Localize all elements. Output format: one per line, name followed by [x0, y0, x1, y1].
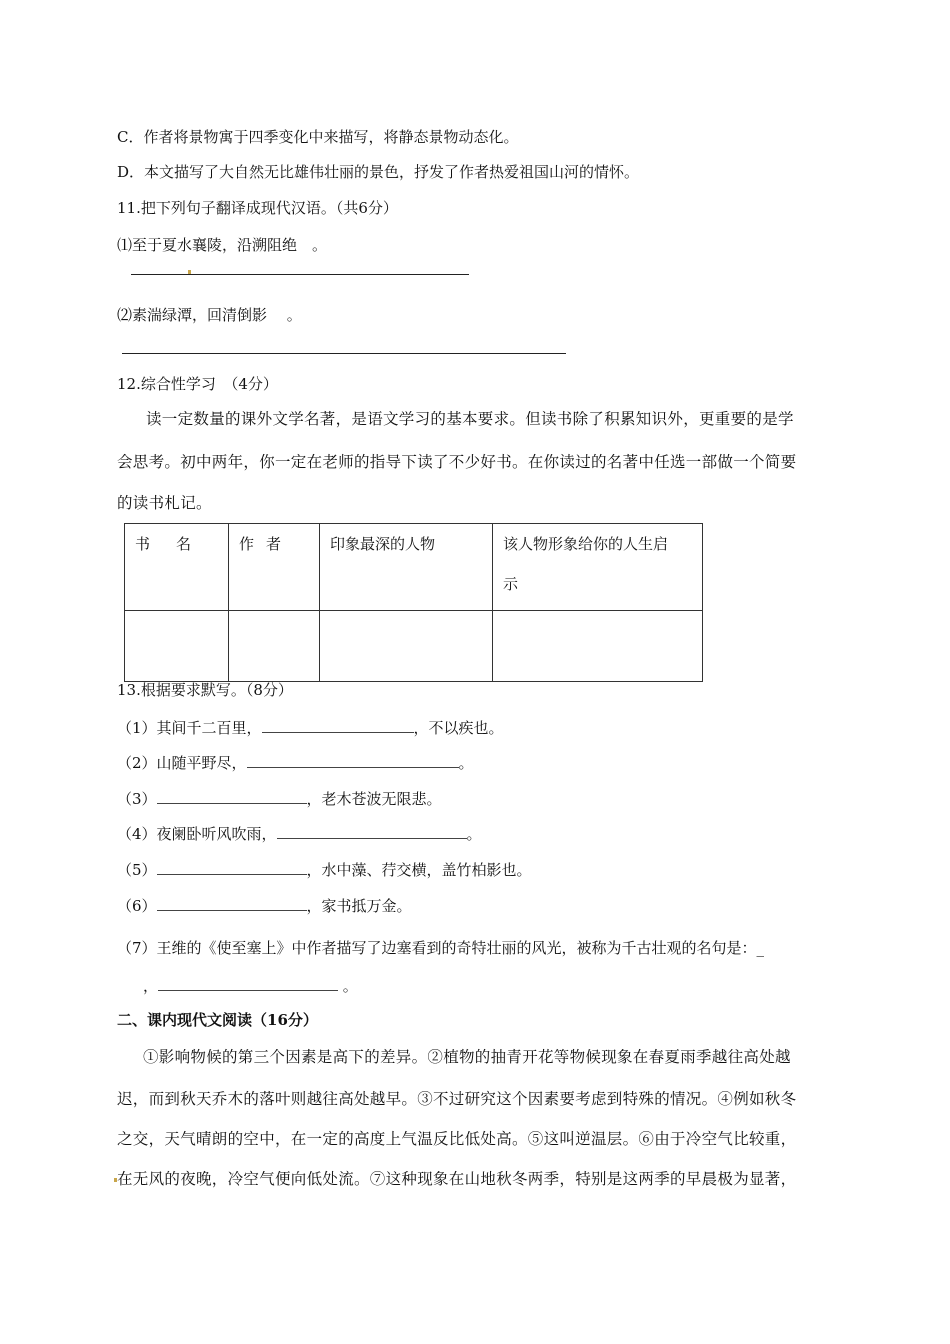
fill-blank[interactable] — [247, 751, 459, 768]
q11-title: 11.把下列句子翻译成现代汉语。（共6分） — [117, 199, 398, 217]
section2-line3: 之交，天气晴朗的空中，在一定的高度上气温反比低处高。⑤这叫逆温层。⑥由于冷空气比较重， — [117, 1130, 797, 1148]
header-book-name: 书名 — [125, 524, 229, 611]
fill-blank[interactable] — [157, 858, 307, 875]
q12-paragraph-line3: 的读书札记。 — [117, 494, 212, 512]
stray-mark — [188, 270, 191, 274]
q11-item1: ⑴至于夏水襄陵，沿溯阻绝 。 — [117, 236, 328, 254]
q13-item6: （6） ，家书抵万金。 — [117, 894, 412, 916]
q13-item1: （1）其间千二百里， ，不以疾也。 — [117, 716, 504, 738]
q13-item7: （7）王维的《使至塞上》中作者描写了边塞看到的奇特壮丽的风光，被称为千古壮观的名句是：_ — [117, 939, 765, 957]
reading-notes-table — [124, 523, 703, 682]
q11-item2: ⑵素湍绿潭，回清倒影 。 — [117, 306, 302, 324]
answer-cell-inspiration[interactable] — [493, 611, 703, 682]
section2-line4: 在无风的夜晚，冷空气便向低处流。⑦这种现象在山地秋冬两季，特别是这两季的早晨极为显著， — [117, 1170, 797, 1188]
q12-paragraph-line1: 读一定数量的课外文学名著，是语文学习的基本要求。但读书除了积累知识外，更重要的是学 — [146, 410, 794, 428]
answer-cell-character[interactable] — [320, 611, 493, 682]
q13-item3: （3） ，老木苍波无限悲。 — [117, 787, 442, 809]
option-c: C．作者将景物寓于四季变化中来描写，将静态景物动态化。 — [117, 128, 519, 146]
answer-cell-book[interactable] — [125, 611, 229, 682]
header-author: 作者 — [229, 524, 320, 611]
q13-title: 13.根据要求默写。（8分） — [117, 681, 293, 699]
q13-item4: （4）夜阑卧听风吹雨， 。 — [117, 822, 482, 844]
q11-answer-line-1[interactable] — [131, 274, 469, 275]
section2-line1: ①影响物候的第三个因素是高下的差异。②植物的抽青开花等物候现象在春夏雨季越往高处越 — [143, 1048, 791, 1066]
option-d: D．本文描写了大自然无比雄伟壮丽的景色，抒发了作者热爱祖国山河的情怀。 — [117, 163, 640, 181]
fill-blank[interactable] — [262, 716, 414, 733]
section2-title: 二、课内现代文阅读（16分） — [117, 1011, 318, 1029]
fill-blank[interactable] — [158, 974, 338, 991]
section2-line2: 迟，而到秋天乔木的落叶则越往高处越早。③不过研究这个因素要考虑到特殊的情况。④例如秋冬 — [117, 1090, 797, 1108]
fill-blank[interactable] — [277, 822, 467, 839]
q13-item7-answer: ， 。 — [143, 974, 358, 996]
fill-blank[interactable] — [157, 787, 307, 804]
q12-title: 12.综合性学习 （4分） — [117, 375, 278, 393]
table-answer-row — [125, 611, 703, 682]
header-inspiration: 该人物形象给你的人生启 示 — [493, 524, 703, 611]
fill-blank[interactable] — [157, 894, 307, 911]
q13-item2: （2）山随平野尽， 。 — [117, 751, 474, 773]
table-header-row — [125, 524, 703, 611]
q12-paragraph-line2: 会思考。初中两年，你一定在老师的指导下读了不少好书。在你读过的名著中任选一部做一个简要 — [117, 453, 797, 471]
header-character: 印象最深的人物 — [320, 524, 493, 611]
answer-cell-author[interactable] — [229, 611, 320, 682]
q11-answer-line-2[interactable] — [122, 353, 566, 354]
stray-mark — [114, 1178, 117, 1182]
q13-item5: （5） ，水中藻、荇交横，盖竹柏影也。 — [117, 858, 532, 880]
